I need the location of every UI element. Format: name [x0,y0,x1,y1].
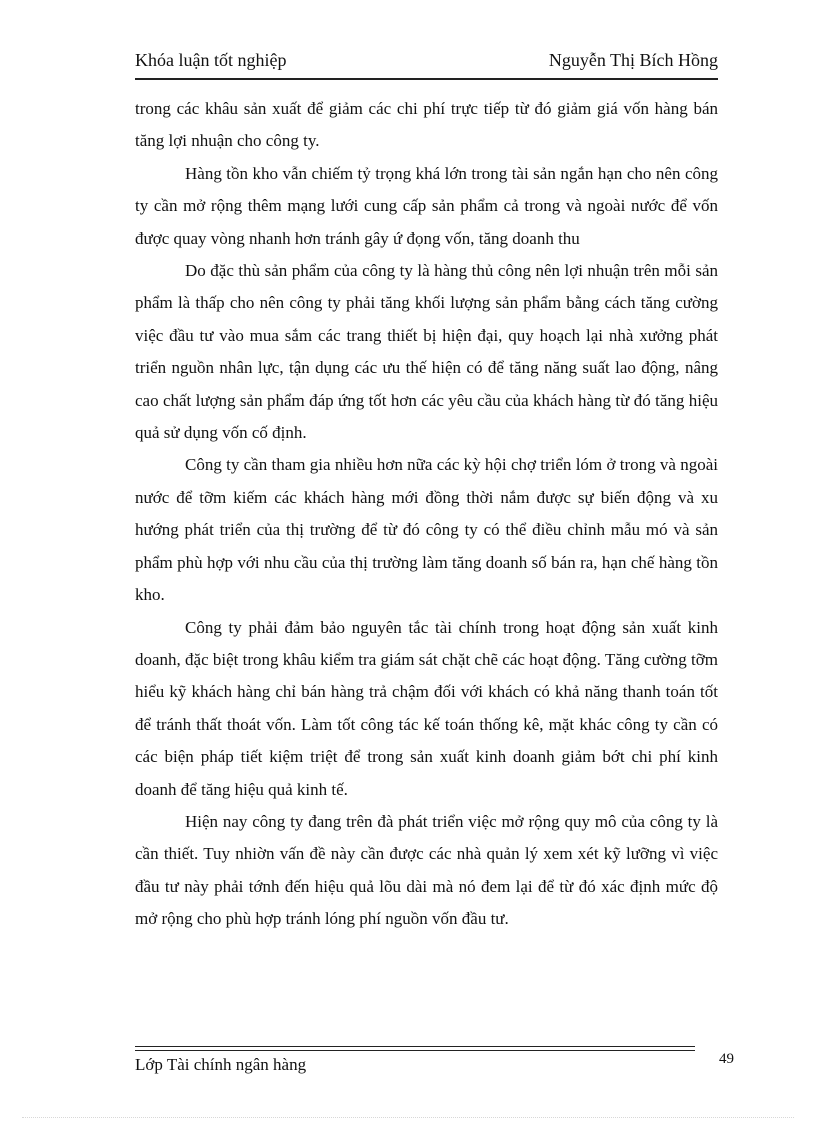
header-thesis-title: Khóa luận tốt nghiệp [135,50,287,70]
paragraph-product-specifics: Do đặc thù sản phẩm của công ty là hàng thủ công nên lợi nhuận trên mỗi sản phẩm là thấp cho nên công ty phải tăng khối lượng sản phẩm bằng cách tăng cường việc đầu tư vào mua sắm các trang thiết bị hiện đại, quy hoạch lại nhà xưởng phát triển nguồn nhân lực, tận dụng các ưu thế hiện có để tăng năng suất lao động, nâng cao chất lượng sản phẩm đáp ứng tốt hơn các yêu cầu của khách hàng từ đó tăng hiệu quả sử dụng vốn cố định. [135,261,718,443]
footer-double-rule [135,1046,695,1051]
paragraph-continuation: trong các khâu sản xuất để giảm các chi phí trực tiếp từ đó giảm giá vốn hàng bán tăng lợi nhuận cho công ty. [135,99,718,151]
page-header [135,48,718,80]
paragraph-inventory: Hàng tồn kho vẫn chiếm tỷ trọng khá lớn trong tài sản ngắn hạn cho nên công ty cần mở rộng thêm mạng lưới cung cấp sản phẩm cả trong và ngoài nước để vốn được quay vòng nhanh hơn tránh gây ứ đọng vốn, tăng doanh thu [135,163,718,248]
paragraph-trade-fairs: Công ty cần tham gia nhiều hơn nữa các kỳ hội chợ triển lóm ở trong và ngoài nước để tỡm kiếm các khách hàng mới đồng thời nắm được sự biến động và xu hướng phát triển của thị trường để từ đó công ty có thể điều chỉnh mẫu mó và sản phẩm phù hợp với nhu cầu của thị trường làm tăng doanh số bán ra, hạn chế hàng tồn kho. [135,455,718,605]
paragraph-expansion: Hiện nay công ty đang trên đà phát triển việc mở rộng quy mô của công ty là cần thiết. Tuy nhiờn vấn đề này cần được các nhà quản lý xem xét kỹ lưỡng vì việc đầu tư này phải tớnh đến hiệu quả lõu dài mà nó đem lại để từ đó xác định mức độ mở rộng cho phù hợp tránh lóng phí nguồn vốn đầu tư. [135,811,718,929]
body-text [135,93,718,936]
paragraph-financial-principles: Công ty phải đảm bảo nguyên tắc tài chính trong hoạt động sản xuất kinh doanh, đặc biệt trong khâu kiểm tra giám sát chặt chẽ các hoạt động. Tăng cường tỡm hiểu kỹ khách hàng chỉ bán hàng trả chậm đối với khách có khả năng thanh toán tốt để tránh thất thoát vốn. Làm tốt công tác kế toán thống kê, mặt khác công ty cần có các biện pháp tiết kiệm triệt để trong sản xuất kinh doanh giảm bớt chi phí kinh doanh để tăng hiệu quả kinh tế. [135,617,718,799]
bottom-dotted-border [22,1117,794,1118]
header-author-name: Nguyễn Thị Bích Hồng [548,50,718,70]
footer-class-name: Lớp Tài chính ngân hàng [135,1055,307,1074]
page-number: 49 [719,1051,734,1067]
